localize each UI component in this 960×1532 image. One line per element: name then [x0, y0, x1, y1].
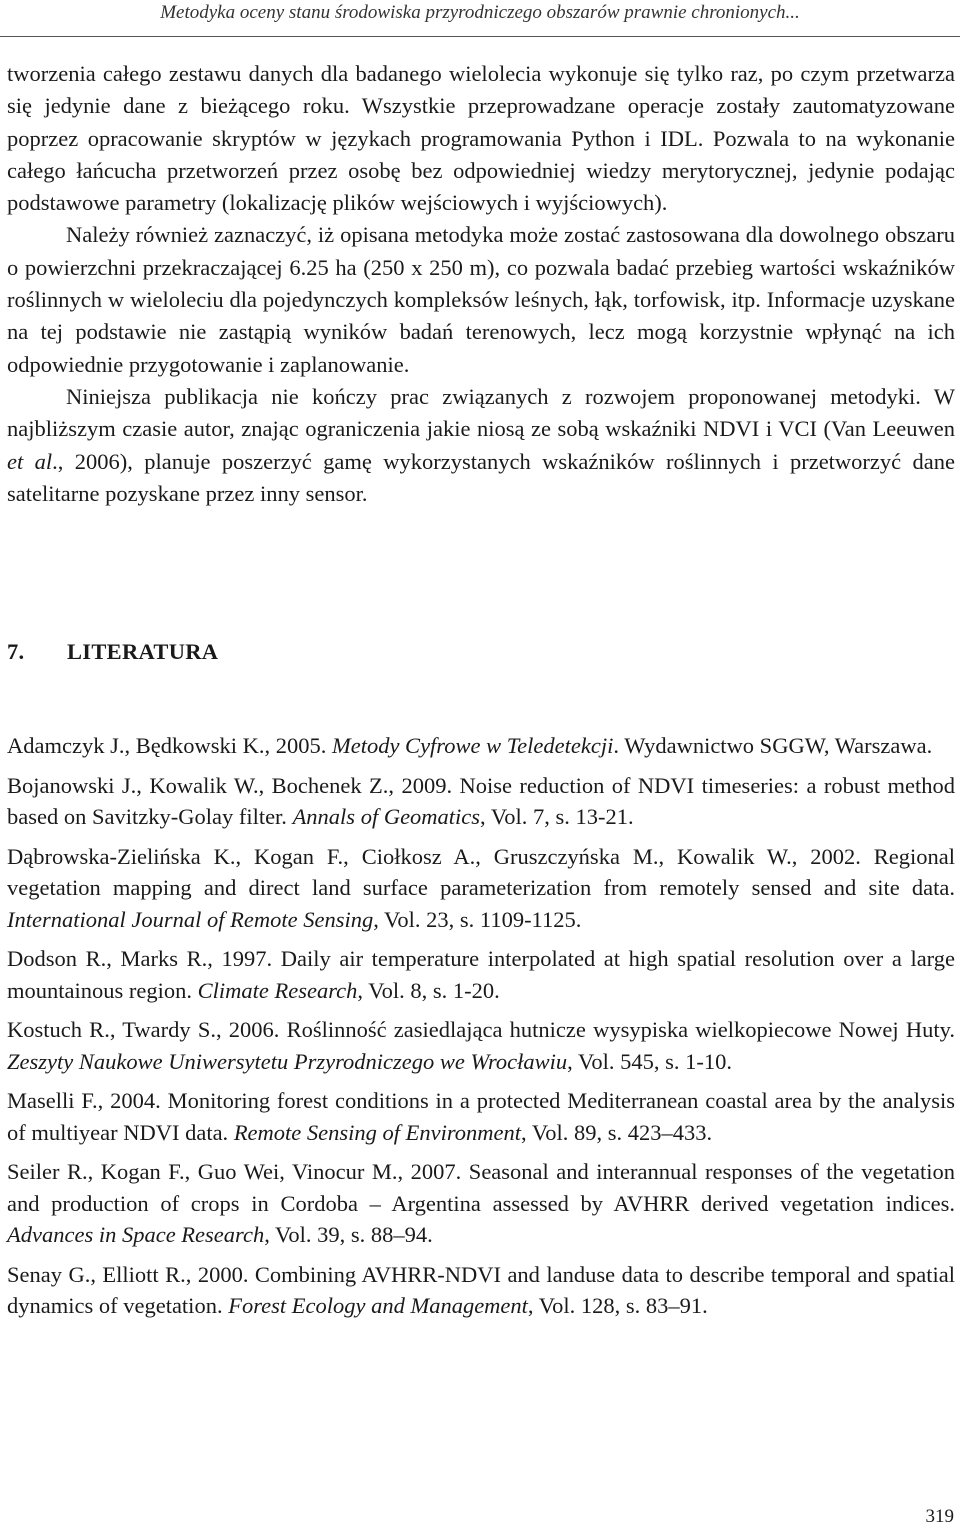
reference-source: International Journal of Remote Sensing [7, 906, 374, 932]
reference-item [7, 943, 955, 1006]
reference-details: , Vol. 23, s. 1109-1125. [373, 906, 582, 932]
reference-item [7, 1156, 955, 1251]
reference-source: Remote Sensing of Environment [233, 1119, 522, 1145]
reference-source: Metody Cyfrowe w Teledetekcji [331, 733, 614, 758]
body-text [7, 58, 955, 510]
reference-list [7, 730, 955, 1330]
reference-item [7, 1085, 955, 1148]
paragraph-text: ., 2006), planuje poszerzyć gamę wykorzystanych wskaźników roślinnych i przetworzyć dane satelitarne pozyskane przez inny sensor. [7, 448, 955, 506]
reference-details: . Wydawnictwo SGGW, Warszawa. [613, 733, 933, 758]
running-header: Metodyka oceny stanu środowiska przyrodniczego obszarów prawnie chronionych... [0, 0, 960, 37]
reference-authors: Bojanowski J., Kowalik W., Bochenek Z., 2009. Noise reduction of NDVI timeseries: a robust method based on Savitzky-Golay filter. [7, 772, 955, 829]
reference-item [7, 1259, 955, 1322]
reference-details: , Vol. 39, s. 88–94. [264, 1222, 433, 1247]
reference-details: , Vol. 89, s. 423–433. [521, 1119, 713, 1145]
page-number: 319 [925, 1506, 954, 1527]
reference-authors: Dodson R., Marks R., 1997. Daily air temperature interpolated at high spatial resolution over a large mountainous region. [7, 946, 955, 1003]
reference-item [7, 770, 955, 833]
reference-item [7, 730, 955, 762]
reference-details: , Vol. 7, s. 13-21. [480, 804, 634, 829]
section-heading [7, 636, 707, 668]
paragraph-text: Niniejsza publikacja nie kończy prac związanych z rozwojem proponowanej metodyki. W najbliższym czasie autor, znając ograniczenia jakie niosą ze sobą wskaźniki NDVI i VCI (Van Leeuwen [7, 383, 955, 442]
reference-source: Forest Ecology and Management [228, 1293, 528, 1318]
section-number: 7. [7, 639, 25, 664]
reference-authors: Senay G., Elliott R., 2000. Combining AVHRR-NDVI and landuse data to describe temporal and spatial dynamics of vegetation. [7, 1261, 955, 1318]
paragraph: Należy również zaznaczyć, iż opisana metodyka może zostać zastosowana dla dowolnego obszaru o powierzchni przekraczającej 6.25 ha (250 x 250 m), co pozwala badać przebieg wartości wskaźników roślinnych w wieloleciu dla pojedynczych kompleksów leśnych, łąk, torfowisk, itp. Informacje uzyskane na tej podstawie nie zastąpią wyników badań terenowych, lecz mogą korzystnie wpłynąć na ich odpowiednie przygotowanie i zaplanowanie. [7, 222, 955, 377]
reference-source: Advances in Space Research [7, 1222, 265, 1247]
reference-item [7, 1014, 955, 1077]
reference-item [7, 841, 955, 936]
section-title: LITERATURA [67, 639, 219, 664]
et-al-italic: et al [7, 448, 53, 474]
reference-authors: Dąbrowska-Zielińska K., Kogan F., Ciołkosz A., Gruszczyńska M., Kowalik W., 2002. Regional vegetation mapping and direct land surface parameterization from remotely sensed and site data. [7, 843, 955, 900]
reference-authors: Seiler R., Kogan F., Guo Wei, Vinocur M., 2007. Seasonal and interannual responses of the vegetation and production of crops in Cordoba – Argentina assessed by AVHRR derived vegetation indices. [7, 1159, 955, 1216]
reference-details: , Vol. 128, s. 83–91. [527, 1293, 708, 1318]
paragraph [7, 381, 955, 510]
reference-authors: Adamczyk J., Będkowski K., 2005. [7, 733, 332, 758]
paragraph: tworzenia całego zestawu danych dla badanego wielolecia wykonuje się tylko raz, po czym przetwarza się jedynie dane z bieżącego roku. Wszystkie przeprowadzane operacje zostały zautomatyzowane poprzez opracowanie skryptów w językach programowania Python i IDL. Pozwala to na wykonanie całego łańcucha przetworzeń przez osobę bez odpowiedniej wiedzy merytorycznej, jedynie podając podstawowe parametry (lokalizację plików wejściowych i wyjściowych). [7, 61, 955, 216]
reference-authors: Maselli F., 2004. Monitoring forest conditions in a protected Mediterranean coastal area by the analysis of multiyear NDVI data. [7, 1088, 955, 1145]
reference-details: , Vol. 8, s. 1-20. [357, 977, 500, 1003]
reference-authors: Kostuch R., Twardy S., 2006. Roślinność zasiedlająca hutnicze wysypiska wielkopiecowe Nowej Huty. [7, 1017, 955, 1042]
reference-source: Climate Research [197, 977, 358, 1003]
reference-source: Annals of Geomatics [292, 804, 481, 829]
reference-details: , Vol. 545, s. 1-10. [567, 1048, 732, 1074]
reference-source: Zeszyty Naukowe Uniwersytetu Przyrodniczego we Wrocławiu [7, 1048, 568, 1074]
